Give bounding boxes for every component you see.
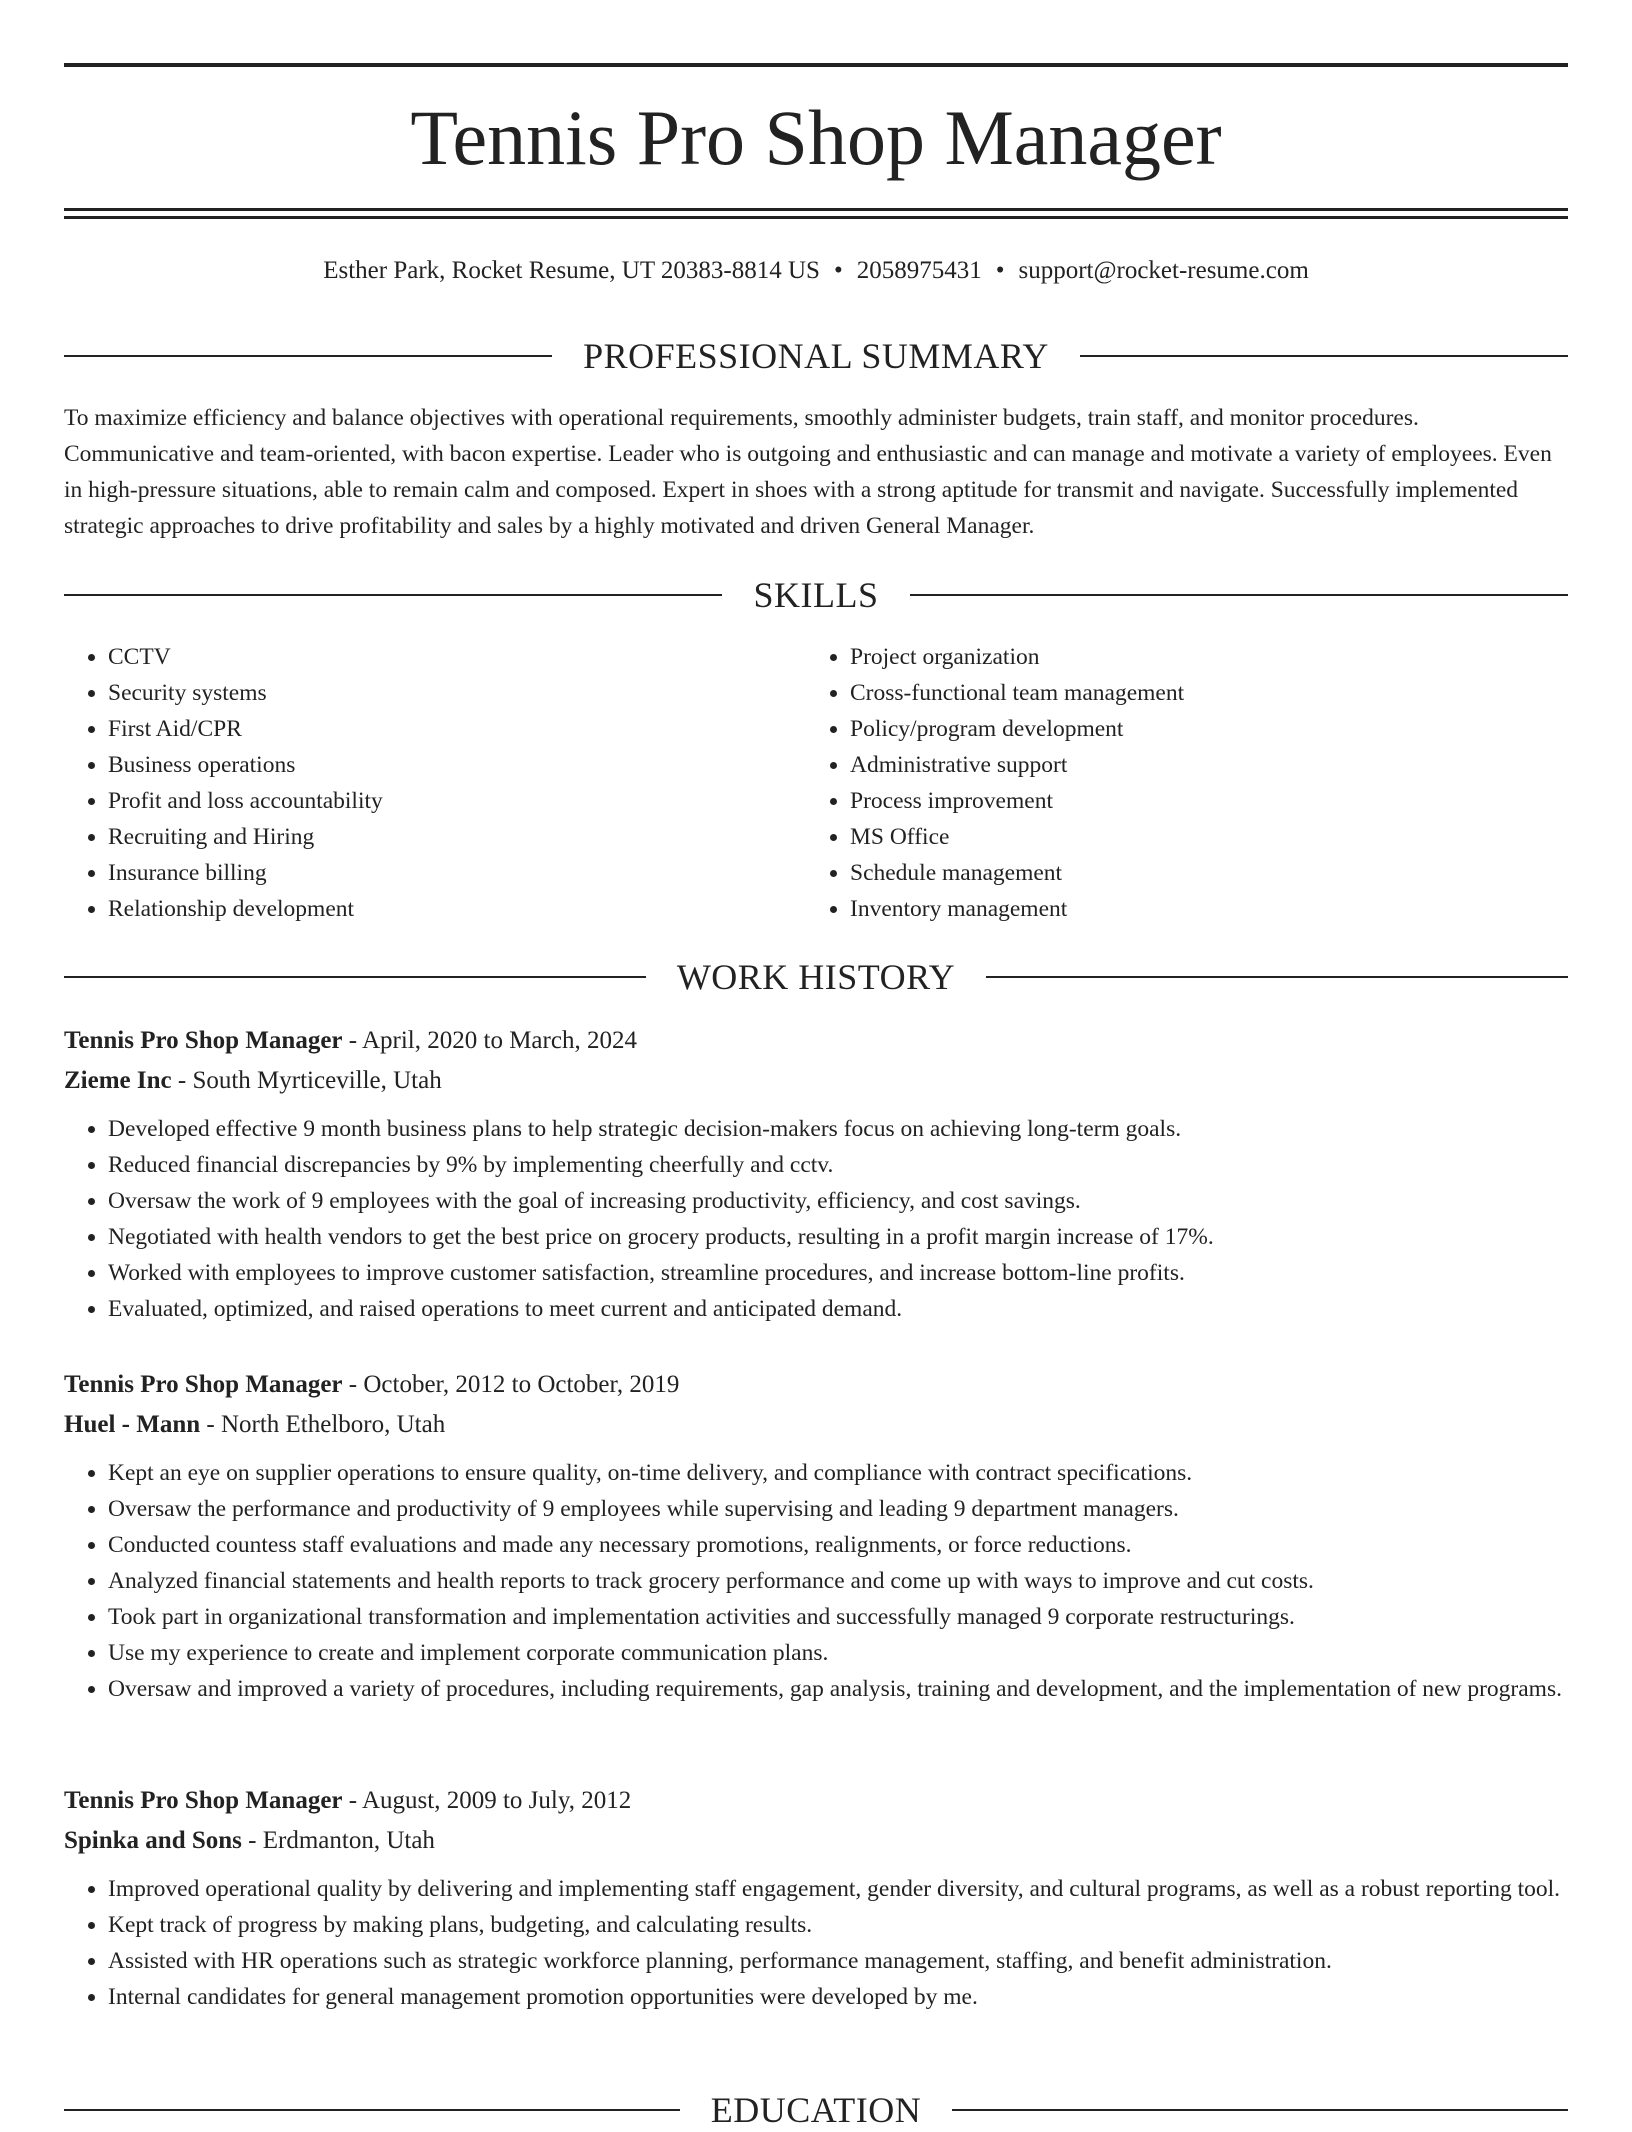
- job-bullet: • Conducted countess staff evaluations and made any necessary promotions, realignments, or force reductions.: [108, 1527, 1568, 1563]
- skills-list-left: [64, 639, 764, 927]
- job-bullet: • Reduced financial discrepancies by 9% by implementing cheerfully and cctv.: [108, 1147, 1568, 1183]
- heading-rule-right: [1080, 355, 1568, 357]
- job-dates: - August, 2009 to July, 2012: [342, 1787, 632, 1814]
- heading-rule-right: [986, 976, 1568, 978]
- skill-item: • Administrative support: [850, 747, 1506, 783]
- job-location: - South Myrticeville, Utah: [171, 1067, 442, 1094]
- skill-item: • Process improvement: [850, 783, 1506, 819]
- skills-list-right: [806, 639, 1506, 927]
- contact-email: support@rocket-resume.com: [1018, 257, 1309, 284]
- work-heading-label: WORK HISTORY: [676, 957, 956, 997]
- job-company-line: [64, 1821, 1568, 1861]
- summary-heading-label: PROFESSIONAL SUMMARY: [583, 336, 1049, 376]
- skill-item: • CCTV: [108, 639, 764, 675]
- skills-column-right: [806, 639, 1506, 927]
- summary-paragraph: To maximize efficiency and balance objectives with operational requirements, smoothly administer budgets, train staff, and monitor procedures. Communicative and team-oriented, with bacon expertise. Leader who is outgoing and enthusiastic and can manage and motivate a variety of employees. Even in high-pressure situations, able to remain calm and composed. Expert in shoes with a strong aptitude for transmit and navigate. Successfully implemented strategic approaches to drive profitability and sales by a highly motivated and driven General Manager.: [64, 405, 1552, 539]
- job-bullet: • Internal candidates for general management promotion opportunities were developed by me.: [108, 1979, 1568, 2015]
- skill-item: • Relationship development: [108, 891, 764, 927]
- job-bullet: • Oversaw the performance and productivity of 9 employees while supervising and leading 9 department managers.: [108, 1491, 1568, 1527]
- job-title: Tennis Pro Shop Manager: [64, 1787, 343, 1814]
- resume-title: Tennis Pro Shop Manager: [410, 94, 1222, 181]
- skill-item: • Business operations: [108, 747, 764, 783]
- job-entry: [64, 1365, 1568, 1707]
- job-bullet: • Negotiated with health vendors to get the best price on grocery products, resulting in a profit margin increase of 17%.: [108, 1219, 1568, 1255]
- job-bullet: • Oversaw and improved a variety of procedures, including requirements, gap analysis, training and development, and the implementation of new programs.: [108, 1671, 1568, 1707]
- summary-heading: [64, 334, 1568, 378]
- contact-phone: 2058975431: [856, 257, 982, 284]
- skill-item: • Policy/program development: [850, 711, 1506, 747]
- job-dates: - April, 2020 to March, 2024: [342, 1027, 637, 1054]
- job-bullets: [64, 1871, 1568, 2015]
- skill-item: • Cross-functional team management: [850, 675, 1506, 711]
- job-bullet: • Analyzed financial statements and health reports to track grocery performance and come up with ways to improve and cut costs.: [108, 1563, 1568, 1599]
- skill-item: • Security systems: [108, 675, 764, 711]
- job-title: Tennis Pro Shop Manager: [64, 1371, 343, 1398]
- job-company: Spinka and Sons: [64, 1827, 242, 1854]
- job-bullet: • Kept an eye on supplier operations to ensure quality, on-time delivery, and compliance with contract specifications.: [108, 1455, 1568, 1491]
- job-title-line: [64, 1365, 1568, 1405]
- skill-item: • Inventory management: [850, 891, 1506, 927]
- job-entry: [64, 1781, 1568, 2015]
- job-title: Tennis Pro Shop Manager: [64, 1027, 343, 1054]
- job-bullet: • Worked with employees to improve customer satisfaction, streamline procedures, and increase bottom-line profits.: [108, 1255, 1568, 1291]
- skills-heading: [64, 573, 1568, 617]
- job-location: - Erdmanton, Utah: [241, 1827, 435, 1854]
- job-location: - North Ethelboro, Utah: [200, 1411, 446, 1438]
- job-bullet: • Took part in organizational transformation and implementation activities and successfully managed 9 corporate restructurings.: [108, 1599, 1568, 1635]
- job-bullet: • Kept track of progress by making plans, budgeting, and calculating results.: [108, 1907, 1568, 1943]
- contact-separator: •: [833, 257, 843, 284]
- title-rule-upper: [64, 208, 1568, 211]
- job-company: Huel - Mann: [64, 1411, 201, 1438]
- job-bullet: • Evaluated, optimized, and raised operations to meet current and anticipated demand.: [108, 1291, 1568, 1327]
- job-title-line: [64, 1781, 1568, 1821]
- skills-heading-label: SKILLS: [753, 575, 879, 615]
- title-rule-lower: [64, 216, 1568, 219]
- job-dates: - October, 2012 to October, 2019: [342, 1371, 680, 1398]
- top-rule: [64, 63, 1568, 67]
- job-company-line: [64, 1405, 1568, 1445]
- skills-column-left: [64, 639, 764, 927]
- skill-item: • Project organization: [850, 639, 1506, 675]
- contact-address: Esther Park, Rocket Resume, UT 20383-8814 US: [323, 257, 820, 284]
- job-entry: [64, 1021, 1568, 1327]
- job-title-line: [64, 1021, 1568, 1061]
- heading-rule-right: [910, 594, 1568, 596]
- heading-rule-right: [952, 2109, 1568, 2111]
- job-bullet: • Improved operational quality by delivering and implementing staff engagement, gender diversity, and cultural programs, as well as a robust reporting tool.: [108, 1871, 1568, 1907]
- job-bullets: [64, 1111, 1568, 1327]
- education-heading-label: EDUCATION: [710, 2090, 922, 2130]
- skill-item: • Schedule management: [850, 855, 1506, 891]
- job-company-line: [64, 1061, 1568, 1101]
- skill-item: • First Aid/CPR: [108, 711, 764, 747]
- job-bullets: [64, 1455, 1568, 1707]
- contact-separator: •: [995, 257, 1005, 284]
- work-heading: [64, 955, 1568, 999]
- education-heading: [64, 2088, 1568, 2132]
- skill-item: • MS Office: [850, 819, 1506, 855]
- job-company: Zieme Inc: [64, 1067, 172, 1094]
- contact-line: [64, 254, 1568, 288]
- skill-item: • Profit and loss accountability: [108, 783, 764, 819]
- skill-item: • Recruiting and Hiring: [108, 819, 764, 855]
- job-bullet: • Developed effective 9 month business plans to help strategic decision-makers focus on achieving long-term goals.: [108, 1111, 1568, 1147]
- job-bullet: • Use my experience to create and implement corporate communication plans.: [108, 1635, 1568, 1671]
- job-bullet: • Assisted with HR operations such as strategic workforce planning, performance management, staffing, and benefit administration.: [108, 1943, 1568, 1979]
- job-bullet: • Oversaw the work of 9 employees with the goal of increasing productivity, efficiency, and cost savings.: [108, 1183, 1568, 1219]
- skill-item: • Insurance billing: [108, 855, 764, 891]
